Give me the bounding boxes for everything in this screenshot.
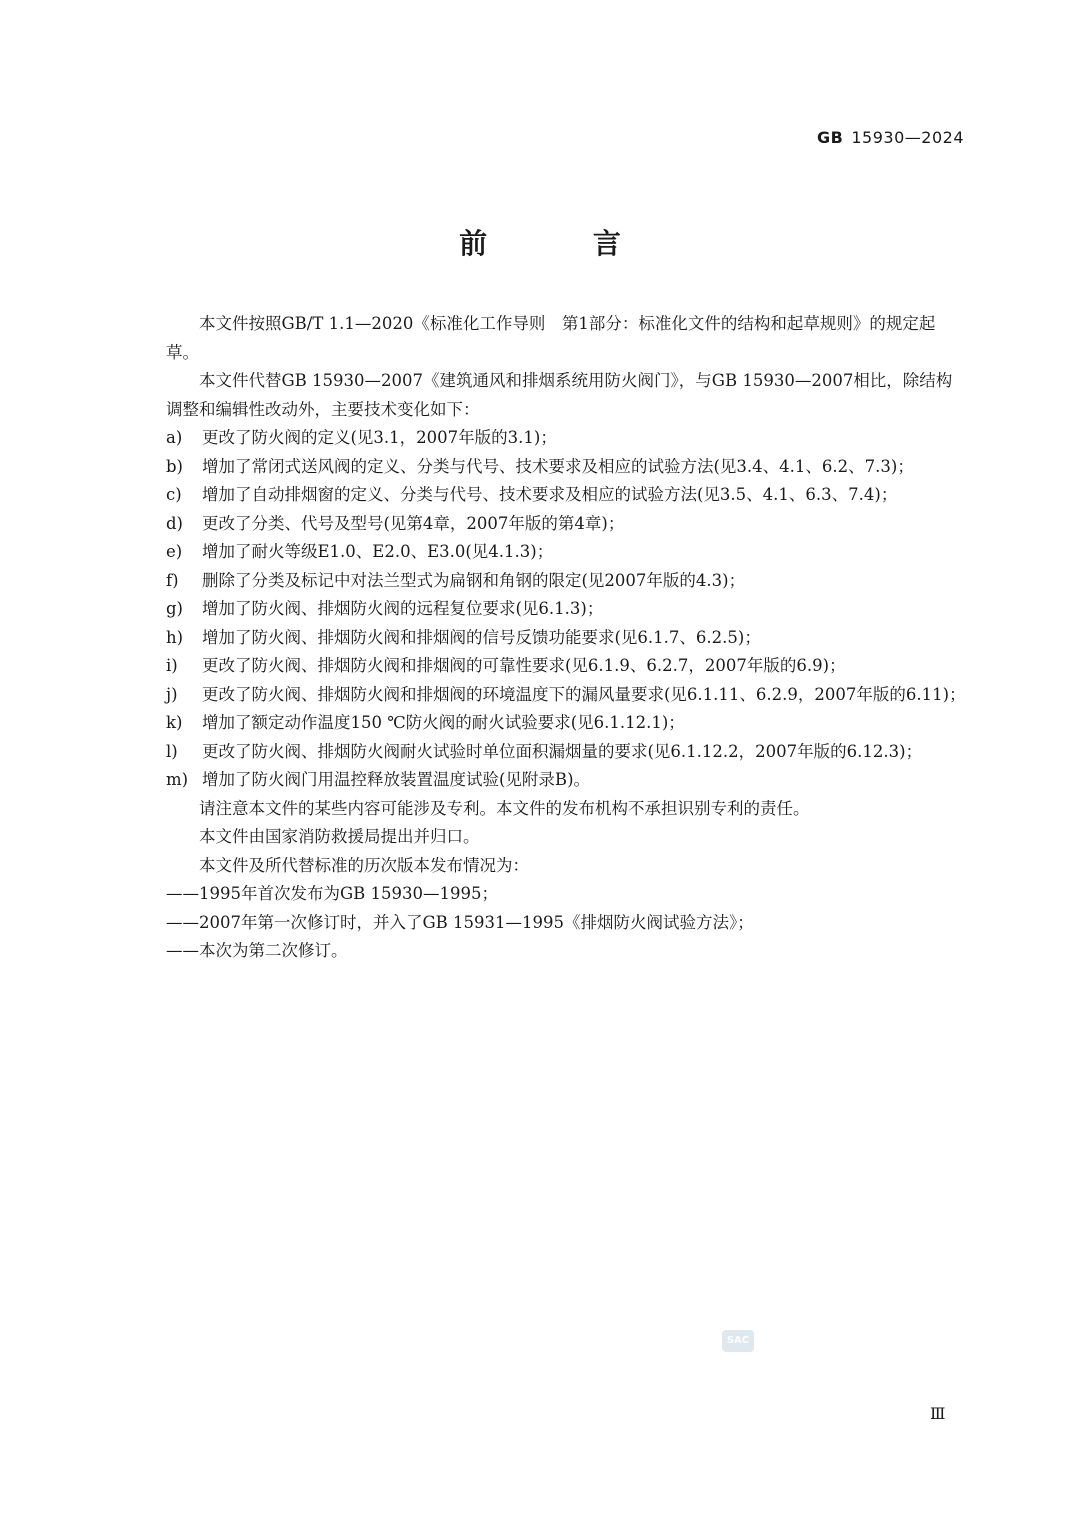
changes-list: [166, 424, 966, 795]
list-marker: d): [166, 513, 183, 533]
list-text: 更改了防火阀、排烟防火阀耐火试验时单位面积漏烟量的要求(见6.1.12.2，2007年版的6.12.3)；: [202, 741, 923, 761]
list-marker: l): [166, 741, 178, 761]
list-marker: a): [166, 428, 183, 447]
page-title: 前 言: [459, 227, 669, 260]
list-item: [166, 538, 966, 567]
list-text: 删除了分类及标记中对法兰型式为扁钢和角钢的限定(见2007年版的4.3)；: [202, 570, 746, 590]
list-marker: g): [166, 599, 183, 618]
history-item: ——1995年首次发布为GB 15930—1995；: [166, 884, 499, 903]
list-item: [166, 453, 966, 482]
list-item: [166, 510, 966, 539]
list-marker: f): [166, 570, 179, 590]
list-marker: j): [166, 684, 178, 704]
paragraph-drafting-rule: 本文件按照GB/T 1.1—2020《标准化工作导则 第1部分：标准化文件的结构和起草规则》的规定起草。: [166, 314, 936, 362]
list-item: [166, 481, 966, 510]
list-text: 增加了额定动作温度150 ℃防火阀的耐火试验要求(见6.1.12.1)；: [202, 713, 685, 732]
list-item: [166, 595, 966, 624]
list-marker: e): [166, 542, 183, 561]
list-text: 增加了常闭式送风阀的定义、分类与代号、技术要求及相应的试验方法(见3.4、4.1、6.2、7.3)；: [202, 456, 914, 476]
list-item: [166, 424, 966, 453]
list-item: [166, 567, 966, 596]
paragraph-replacement: 本文件代替GB 15930—2007《建筑通风和排烟系统用防火阀门》，与GB 15930—2007相比，除结构调整和编辑性改动外，主要技术变化如下：: [166, 371, 953, 419]
list-text: 更改了防火阀的定义(见3.1，2007年版的3.1)；: [202, 428, 557, 447]
list-marker: i): [166, 656, 178, 675]
list-text: 增加了自动排烟窗的定义、分类与代号、技术要求及相应的试验方法(见3.5、4.1、6.3、7.4)；: [202, 485, 898, 504]
history-item: ——本次为第二次修订。: [166, 941, 348, 960]
list-text: 更改了分类、代号及型号(见第4章，2007年版的第4章)；: [202, 513, 625, 533]
list-text: 增加了耐火等级E1.0、E2.0、E3.0(见4.1.3)；: [202, 542, 554, 561]
list-text: 增加了防火阀门用温控释放装置温度试验(见附录B)。: [202, 770, 590, 789]
standard-prefix: GB: [817, 128, 844, 147]
list-item: [166, 738, 966, 767]
foreword-body: [166, 310, 966, 966]
page-number: Ⅲ: [930, 1404, 946, 1423]
history-item: ——2007年第一次修订时，并入了GB 15931—1995《排烟防火阀试验方法》；: [166, 912, 754, 932]
list-marker: b): [166, 456, 183, 476]
list-item: [166, 624, 966, 653]
list-text: 增加了防火阀、排烟防火阀的远程复位要求(见6.1.3)；: [202, 599, 604, 618]
paragraph-history-intro: 本文件及所代替标准的历次版本发布情况为：: [199, 855, 529, 875]
list-marker: h): [166, 627, 184, 647]
list-marker: c): [166, 485, 182, 504]
list-text: 更改了防火阀、排烟防火阀和排烟阀的环境温度下的漏风量要求(见6.1.11、6.2.9，2007年版的6.11)；: [202, 684, 966, 704]
sac-watermark-logo: SAC: [722, 1330, 754, 1352]
standard-code-header: [817, 128, 964, 147]
standard-number: 15930—2024: [851, 128, 964, 147]
list-text: 更改了防火阀、排烟防火阀和排烟阀的可靠性要求(见6.1.9、6.2.7，2007年版的6.9)；: [202, 656, 846, 675]
list-marker: k): [166, 713, 183, 732]
list-marker: m): [166, 770, 189, 789]
history-list: [166, 880, 966, 966]
list-item: [166, 709, 966, 738]
paragraph-patent-notice: 请注意本文件的某些内容可能涉及专利。本文件的发布机构不承担识别专利的责任。: [199, 798, 810, 818]
paragraph-proposer: 本文件由国家消防救援局提出并归口。: [199, 827, 480, 846]
list-item: [166, 652, 966, 681]
list-text: 增加了防火阀、排烟防火阀和排烟阀的信号反馈功能要求(见6.1.7、6.2.5)；: [202, 627, 761, 647]
list-item: [166, 681, 966, 710]
list-item: [166, 766, 966, 795]
